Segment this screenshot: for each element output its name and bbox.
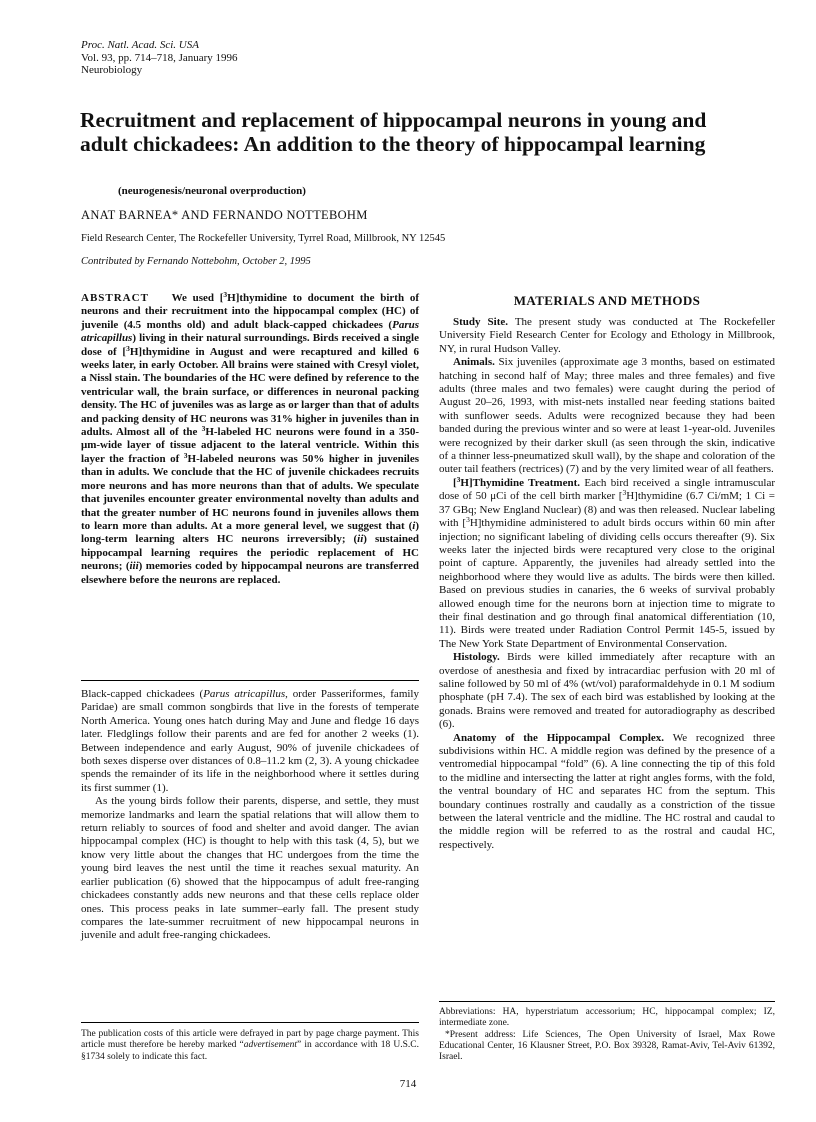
journal-name: Proc. Natl. Acad. Sci. USA bbox=[81, 39, 199, 51]
footnote-divider-left bbox=[81, 1022, 419, 1023]
abstract-divider bbox=[81, 680, 419, 681]
intro-paragraph-1: Black-capped chickadees (Parus atricapillus, order Passeriformes, family Paridae) are small common songbirds that live in the forests of temperate North America. Young ones hatch during May and June and fledge 16 days later. Fledglings follow their parents and are fed for another 2 weeks (1). Between independence and early August, 90% of juvenile chickadees of both sexes disperse over distances of 0.8–11.2 km (2, 3). A young chickadee spends the remainder of its life in the neighborhood where it settles during its first summer (1). bbox=[81, 688, 419, 794]
journal-header bbox=[81, 39, 238, 77]
footnote-divider-right bbox=[439, 1001, 775, 1002]
page-number: 714 bbox=[399, 1078, 417, 1090]
study-site-paragraph: Study Site. The present study was conducted at The Rockefeller University Field Research Center for Ecology and Ethology in Millbrook, NY, in rural Hudson Valley. bbox=[439, 316, 775, 355]
thymidine-paragraph: [$^3$H]Thymidine Treatment. Each bird received a single intramuscular dose of 50 μCi of the cell birth marker [$^3$H]thymidine (6.7 Ci/mM; 1 Ci = 37 GBq; New England Nuclear) (8) and was then released. Nuclear labeling with [$^3$H]thymidine administered to adult birds occurs within 60 min after injection; no significant labeling of dividing cells occurs thereafter (9). Six weeks later the injected birds were recaptured very close to the original point of capture. Apparently, the juveniles had already settled into the neighborhood where they would live as adults. The birds were then killed. Based on previous studies in canaries, the 6 weeks of survival probably allowed enough time for the neurons born at injection time to migrate to their final destination and go through final anatomical differentiation (10, 11). Birds were treated under Radiation Control Permit 145-5, issued by The New York State Department of Environmental Conservation. bbox=[439, 474, 775, 650]
abstract-text: ABSTRACT We used [$^3$H]thymidine to document the birth of neurons and their recruitment into the hippocampal complex (HC) of juvenile (4.5 months old) and adult black-capped chickadees (Parus atricapillus) living in their natural surroundings. Birds received a single dose of [$^3$H]thymidine in August and were recaptured and killed 6 weeks later, in early October. All brains were stained with Cresyl violet, a Nissl stain. The boundaries of the HC were defined by reference to the ventricular wall, the brain surface, or differences in neuronal packing density. The HC of juveniles was as large as or larger than that of adults and packing density of HC neurons was 31% higher in juveniles than in adults. Almost all of the $^3$H-labeled HC neurons were found in a 350-μm-wide layer of tissue adjacent to the lateral ventricle. Within this layer the fraction of $^3$H-labeled neurons was 50% higher in juveniles than in adults. We conclude that the HC of juvenile chickadees recruits more neurons and has more neurons than that of adults. We speculate that juveniles encounter greater environmental novelty than adults and that the greater number of HC neurons found in juveniles allows them to learn more than adults. At a more general level, we suggest that (i) long-term learning alters HC neurons irreversibly; (ii) sustained hippocampal learning requires the periodic replacement of HC neurons; (iii) memories coded by hippocampal neurons are transferred elsewhere before the neurons are replaced. bbox=[81, 290, 420, 586]
anatomy-paragraph: Anatomy of the Hippocampal Complex. We recognized three subdivisions within HC. A middle region was defined by the presence of a ventromedial hippocampal “fold” (6). A line connecting the tip of this fold to the midline and intersecting the latter at right angles forms, with the fold, the ventral boundary of HC and separates HC from the septum. This boundary continues rostrally and caudally as a constriction of the tissue between the lateral ventricle and the midline. The HC rostral and caudal to the middle region will be referred to as the rostral and caudal HC, respectively. bbox=[439, 731, 775, 851]
abstract bbox=[81, 292, 419, 587]
address-footnote: *Present address: Life Sciences, The Open University of Israel, Max Rowe Educational Center, 16 Klausner Street, P.O. Box 39328, Ramat-Aviv, Tel-Aviv 61392, Israel. bbox=[439, 1029, 775, 1063]
affiliation: Field Research Center, The Rockefeller University, Tyrrel Road, Millbrook, NY 12545 bbox=[81, 233, 446, 244]
publication-cost-footnote: The publication costs of this article were defrayed in part by page charge payment. This article must therefore be hereby marked “advertisement” in accordance with 18 U.S.C. §1734 solely to indicate this fact. bbox=[81, 1029, 419, 1062]
journal-section: Neurobiology bbox=[81, 64, 143, 76]
histology-paragraph: Histology. Birds were killed immediately after recapture with an overdose of anesthesia and fixed by intracardiac perfusion with 20 ml of saline followed by 50 ml of 4% (wt/vol) paraformaldehyde in 0.1 M sodium phosphate (pH 7.4). The sex of each bird was established by looking at the gonads. Brains were removed and treated for autoradiography as described (6). bbox=[439, 651, 775, 731]
methods bbox=[439, 316, 775, 852]
article-title: Recruitment and replacement of hippocampal neurons in young and adult chickadees: An addition to the theory of hippocampal learning bbox=[80, 108, 707, 156]
keywords: (neurogenesis/neuronal overproduction) bbox=[118, 185, 306, 197]
abbreviations-footnote: Abbreviations: HA, hyperstriatum accessorium; HC, hippocampal complex; IZ, intermediate zone. bbox=[439, 1007, 775, 1029]
contributed-by: Contributed by Fernando Nottebohm, October 2, 1995 bbox=[81, 256, 311, 267]
journal-volume: Vol. 93, pp. 714–718, January 1996 bbox=[81, 51, 238, 64]
animals-paragraph: Animals. Six juveniles (approximate age 3 months, based on estimated hatching in second half of May; three males and three females) and five adults (three males and two females) were caught during the period of August 20–26, 1993, with mist-nets installed near feeding stations baited with sunflower seeds. Adults were recognized because they had been banded during the previous winter and so were at least 1-year-old. Juveniles were recognized by their darker skull (as seen through the skin, indicative of a thinner less-pneumatized skull wall), by the shape and coloration of the outer tail feathers (rectrices) (7) and by the very limited wear of all feathers. bbox=[439, 356, 776, 476]
footnotes-right bbox=[439, 1007, 775, 1063]
authors: ANAT BARNEA* AND FERNANDO NOTTEBOHM bbox=[81, 208, 368, 222]
methods-heading: MATERIALS AND METHODS bbox=[513, 293, 701, 308]
introduction bbox=[81, 688, 419, 943]
intro-paragraph-2: As the young birds follow their parents, disperse, and settle, they must memorize landmarks and learn the spatial relations that will allow them to return reliably to sources of food and shelter and avoid danger. The avian hippocampal complex (HC) is thought to help with this task (4, 5), but we know very little about the changes that HC undergoes from the time the young bird leaves the nest until the time it reaches sexual maturity. An earlier publication (6) showed that the hippocampus of adult free-ranging chickadees constantly adds new neurons and that these cells replace older ones. This process peaks in late summer–early fall. The present study compares the late-summer recruitment of new hippocampal neurons in juvenile and adult free-ranging chickadees. bbox=[81, 795, 419, 942]
abstract-label: ABSTRACT bbox=[81, 292, 149, 304]
